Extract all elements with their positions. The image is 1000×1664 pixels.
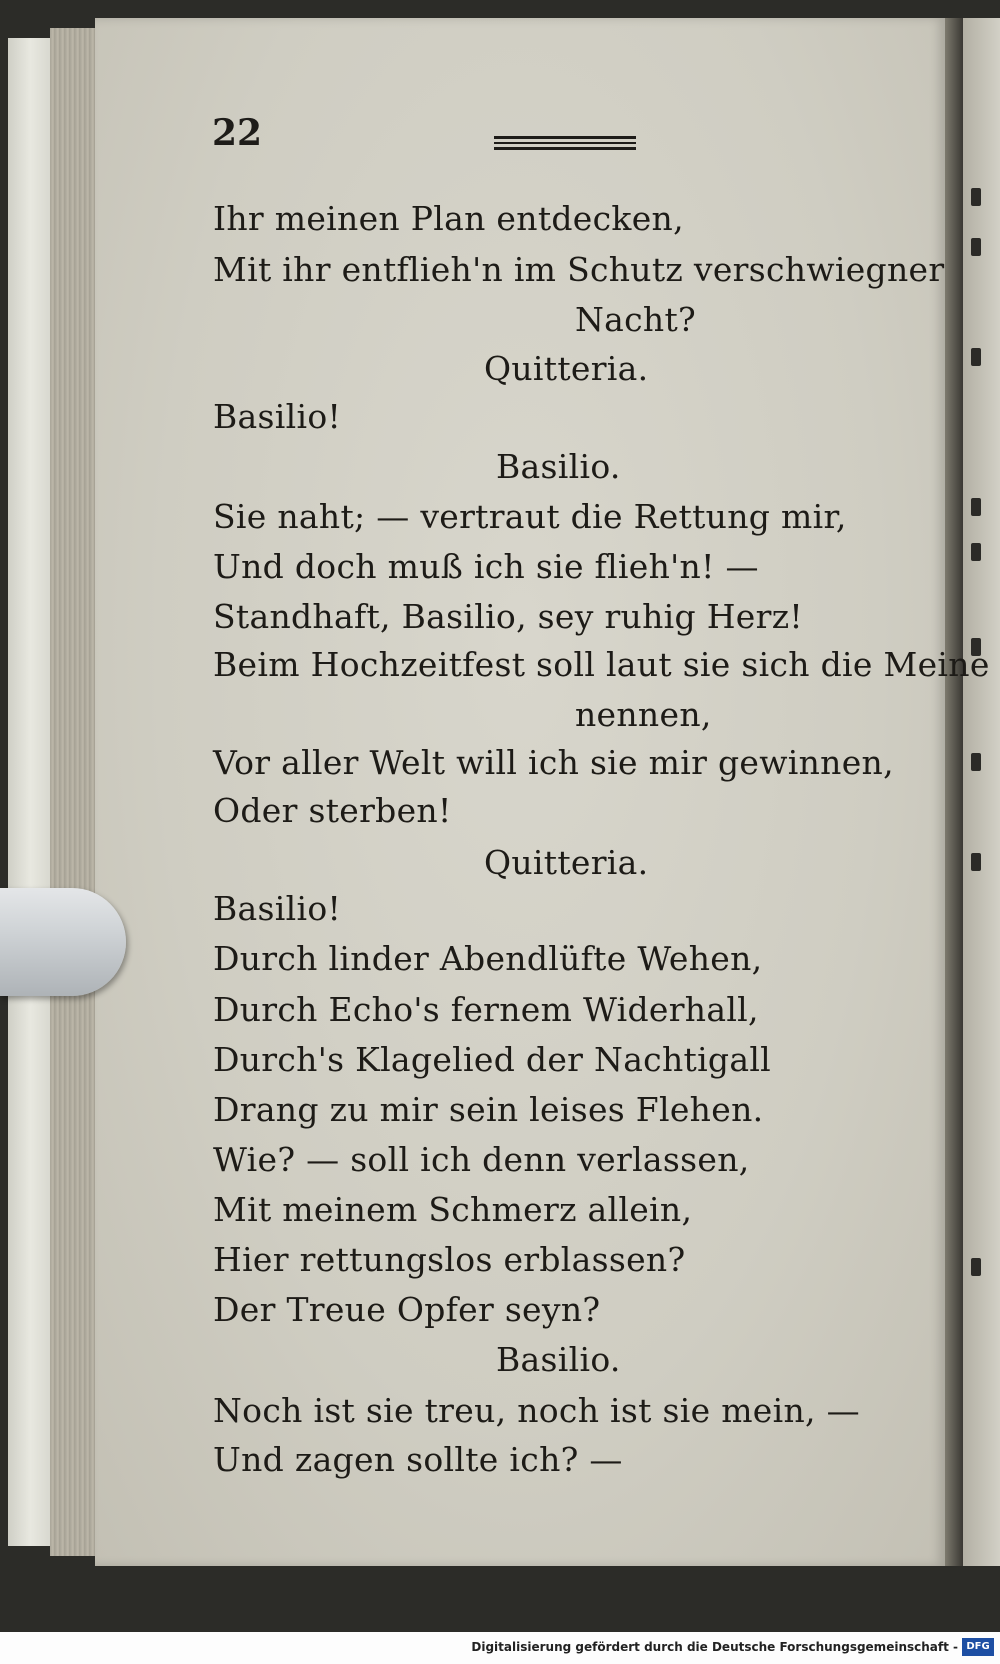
text-line: Durch's Klagelied der Nachtigall [213, 1040, 772, 1079]
text-line: Wie? — soll ich denn verlassen, [213, 1140, 750, 1179]
page-number: 22 [212, 112, 263, 154]
speaker-heading: Basilio. [496, 447, 621, 486]
book-gutter [945, 18, 963, 1566]
speaker-heading: Basilio. [496, 1340, 621, 1379]
text-line: Mit ihr entflieh'n im Schutz verschwiegner [213, 250, 945, 289]
text-line: nennen, [575, 695, 712, 734]
text-line: Ihr meinen Plan entdecken, [213, 199, 684, 238]
text-line: Durch Echo's fernem Widerhall, [213, 990, 759, 1029]
speaker-heading: Quitteria. [484, 349, 649, 388]
text-line: Beim Hochzeitfest soll laut sie sich die Meine [213, 645, 990, 684]
text-line: Noch ist sie treu, noch ist sie mein, — [213, 1391, 860, 1430]
footer-bar [0, 1632, 1000, 1664]
text-line: Vor aller Welt will ich sie mir gewinnen, [213, 743, 894, 782]
text-line: Drang zu mir sein leises Flehen. [213, 1090, 764, 1129]
text-line: Basilio! [213, 397, 342, 436]
book-fore-edge [8, 38, 53, 1546]
facing-page-edge [963, 18, 1000, 1566]
text-line: Basilio! [213, 889, 342, 928]
text-line: Sie naht; — vertraut die Rettung mir, [213, 497, 847, 536]
page-clamp [0, 888, 126, 996]
text-line: Nacht? [575, 300, 697, 339]
text-line: Und doch muß ich sie flieh'n! — [213, 547, 759, 586]
footer-credit: Digitalisierung gefördert durch die Deutsche Forschungsgemeinschaft - [471, 1640, 958, 1654]
speaker-heading: Quitteria. [484, 843, 649, 882]
text-line: Standhaft, Basilio, sey ruhig Herz! [213, 597, 803, 636]
text-line: Der Treue Opfer seyn? [213, 1290, 601, 1329]
text-line: Oder sterben! [213, 791, 452, 830]
header-rule [494, 136, 636, 150]
text-line: Hier rettungslos erblassen? [213, 1240, 686, 1279]
dfg-logo: DFG [962, 1638, 994, 1656]
text-line: Durch linder Abendlüfte Wehen, [213, 939, 763, 978]
text-line: Und zagen sollte ich? — [213, 1440, 623, 1479]
text-line: Mit meinem Schmerz allein, [213, 1190, 693, 1229]
